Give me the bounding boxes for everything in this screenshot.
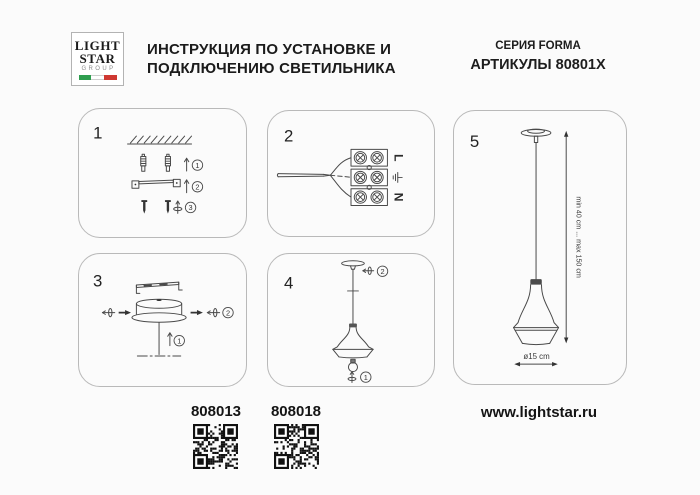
step-3-badge — [185, 202, 195, 212]
svg-text:2: 2 — [380, 266, 385, 276]
mounting-bracket-drawing — [136, 282, 182, 293]
lightstar-logo — [71, 32, 124, 86]
step-panel-4-lamp-assembly — [267, 253, 435, 387]
height-dimension-line — [564, 131, 568, 344]
lamp-shade-drawing — [514, 279, 559, 344]
step-panel-2-wiring — [267, 110, 435, 237]
step-panel-1-mounting-parts — [78, 108, 247, 238]
wire-to-earth-terminal — [330, 175, 351, 177]
step-panel-3-canopy-mounting — [78, 253, 247, 387]
italian-flag-icon — [79, 75, 117, 80]
light-bulb-drawing — [348, 359, 357, 371]
series-label: СЕРИЯ FORMA — [495, 40, 581, 52]
panel-3-number: 3 — [93, 271, 103, 291]
step-1-badge — [361, 372, 371, 382]
wire-to-line-terminal — [330, 158, 351, 176]
cable-drawing — [348, 269, 359, 323]
canopy-drawing — [132, 299, 186, 322]
screw-drawing — [141, 200, 147, 213]
title-line-2: ПОДКЛЮЧЕНИЮ СВЕТИЛЬНИКА — [147, 60, 396, 77]
panel-1-number: 1 — [93, 123, 103, 143]
supply-cable-drawing — [277, 174, 330, 177]
panel-2-number: 2 — [284, 126, 294, 146]
screw-in-icon — [174, 201, 182, 213]
svg-text:1: 1 — [363, 372, 368, 382]
screw-in-icon — [207, 308, 219, 316]
panel-4-number: 4 — [284, 273, 294, 293]
article-number-808013: 808013 — [190, 403, 242, 420]
wire-to-neutral-terminal — [330, 175, 351, 197]
website-url: www.lightstar.ru — [480, 404, 598, 421]
earth-symbol-icon — [393, 173, 402, 183]
mounting-bracket-drawing — [132, 179, 180, 188]
title-line-1: ИНСТРУКЦИЯ ПО УСТАНОВКЕ И — [147, 41, 392, 58]
panel-5-number: 5 — [469, 132, 480, 152]
screw-in-icon — [102, 308, 114, 316]
step-1-badge — [192, 160, 202, 170]
terminal-block-drawing — [351, 149, 387, 205]
lamp-shade-drawing — [333, 323, 373, 357]
screw-drawing — [165, 200, 171, 213]
step-1-badge — [174, 335, 184, 345]
neutral-terminal-label: N — [391, 192, 406, 202]
direction-arrow-icon — [191, 310, 203, 315]
step-panel-5-dimensions — [453, 110, 627, 385]
svg-text:1: 1 — [195, 160, 200, 170]
height-range-label: min 40 cm ... max 150 cm — [574, 196, 583, 278]
diameter-dimension-line — [514, 362, 557, 366]
qr-code-808013 — [193, 424, 238, 469]
canopy-drawing — [342, 261, 365, 269]
svg-text:1: 1 — [177, 336, 182, 346]
insert-arrow-icon — [184, 180, 188, 193]
insert-arrow-icon — [184, 158, 188, 171]
logo-text-star: STAR — [79, 50, 116, 66]
articles-label: АРТИКУЛЫ 80801X — [470, 57, 606, 73]
logo-text-light: LIGHT — [74, 38, 121, 53]
canopy-drawing — [521, 129, 551, 142]
logo-text-group: GROUP — [81, 66, 116, 72]
step-2-badge — [223, 307, 233, 317]
svg-text:2: 2 — [195, 182, 200, 192]
step-2-badge — [192, 182, 202, 192]
wall-anchor-drawing — [165, 154, 170, 171]
screw-in-icon — [363, 267, 374, 274]
qr-code-808018 — [274, 424, 319, 469]
ceiling-hatch-drawing — [128, 136, 192, 144]
screw-in-icon — [348, 372, 356, 383]
insert-arrow-icon — [168, 333, 172, 346]
series-block — [428, 40, 648, 73]
page-title — [147, 40, 396, 78]
line-terminal-label: L — [391, 153, 406, 162]
svg-text:2: 2 — [225, 308, 231, 318]
step-2-badge — [377, 266, 387, 276]
article-number-808018: 808018 — [270, 403, 322, 420]
direction-arrow-icon — [119, 310, 131, 315]
diameter-label: ø15 cm — [523, 352, 550, 362]
svg-text:3: 3 — [188, 203, 193, 213]
wall-anchor-drawing — [141, 154, 146, 171]
